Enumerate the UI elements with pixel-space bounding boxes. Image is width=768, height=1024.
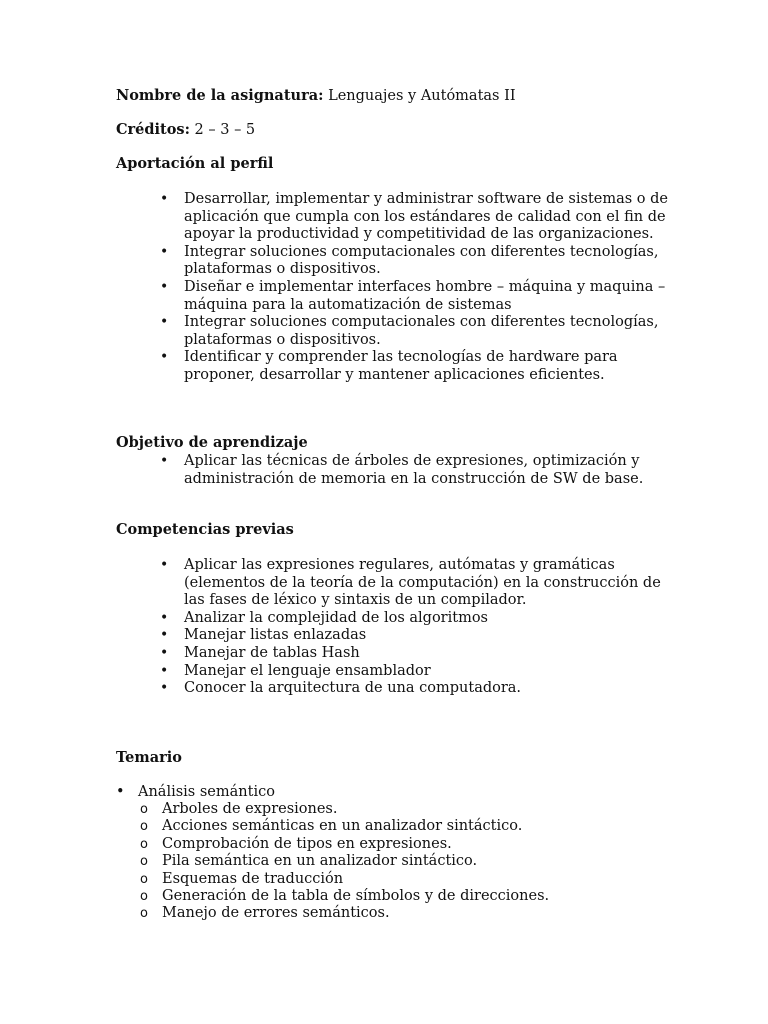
temario-heading: Temario [116,749,182,766]
aportacion-heading: Aportación al perfil [116,155,274,172]
list-item: o Manejo de errores semánticos. [162,905,722,922]
list-item: • Manejar de tablas Hash [184,645,684,663]
creditos-line [116,121,255,139]
list-item: o Arboles de expresiones. [162,801,722,818]
asignatura-label: Nombre de la asignatura: [116,87,324,104]
list-item: • Integrar soluciones computacionales con diferentes tecnologías, plataformas o dispositivos. [184,244,684,279]
creditos-label: Créditos: [116,121,190,138]
list-item: • Conocer la arquitectura de una computadora. [184,680,684,698]
list-item: o Esquemas de traducción [162,871,722,888]
list-item: o Pila semántica en un analizador sintáctico. [162,853,722,870]
list-item: • Identificar y comprender las tecnologías de hardware para proponer, desarrollar y mantener aplicaciones eficientes. [184,349,684,384]
objetivo-heading: Objetivo de aprendizaje [116,434,308,451]
asignatura-value: Lenguajes y Autómatas II [328,88,516,104]
temario-sublist [162,801,722,923]
list-item: • Manejar listas enlazadas [184,627,684,645]
competencias-list [184,557,684,698]
list-item: o Acciones semánticas en un analizador sintáctico. [162,818,722,835]
list-item: o Comprobación de tipos en expresiones. [162,836,722,853]
list-item: • Desarrollar, implementar y administrar software de sistemas o de aplicación que cumpla con los estándares de calidad con el fin de apoyar la productividad y competitividad de las organizaciones. [184,191,684,244]
aportacion-list [184,191,684,385]
list-item: • Manejar el lenguaje ensamblador [184,663,684,681]
competencias-heading: Competencias previas [116,521,294,538]
objetivo-list [184,453,684,488]
list-item: • Integrar soluciones computacionales con diferentes tecnologías, plataformas o dispositivos. [184,314,684,349]
list-item: • Analizar la complejidad de los algoritmos [184,610,684,628]
asignatura-line [116,87,516,105]
creditos-value: 2 – 3 – 5 [194,122,256,138]
temario-unit: • Análisis semántico [138,783,275,801]
list-item: • Aplicar las técnicas de árboles de expresiones, optimización y administración de memoria en la construcción de SW de base. [184,453,684,488]
list-item: • Diseñar e implementar interfaces hombre – máquina y maquina – máquina para la automatización de sistemas [184,279,684,314]
list-item: o Generación de la tabla de símbolos y de direcciones. [162,888,722,905]
list-item: • Aplicar las expresiones regulares, autómatas y gramáticas (elementos de la teoría de la computación) en la construcción de las fases de léxico y sintaxis de un compilador. [184,557,684,610]
